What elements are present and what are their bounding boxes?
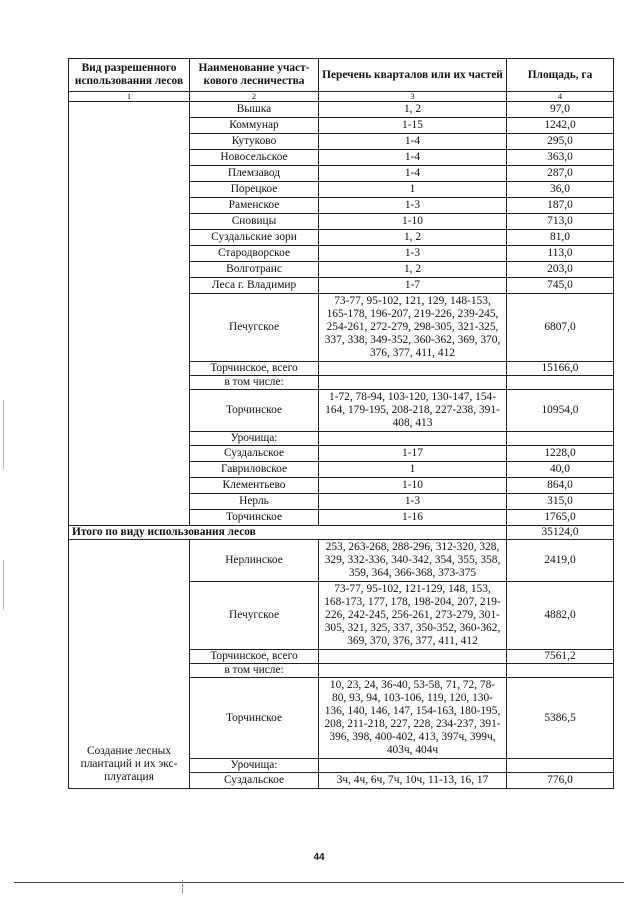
area-cell: 81,0	[507, 230, 614, 246]
forestry-cell: Новосельское	[190, 150, 319, 166]
forestry-cell: Раменское	[190, 198, 319, 214]
area-cell	[507, 664, 614, 678]
scan-edge-mark	[3, 560, 4, 610]
scan-edge-mark	[3, 400, 4, 470]
area-cell: 745,0	[507, 278, 614, 294]
forestry-cell: Гавриловское	[190, 462, 319, 478]
area-cell: 40,0	[507, 462, 614, 478]
forestry-cell: Волготранс	[190, 262, 319, 278]
quarters-cell: 1-4	[319, 134, 507, 150]
quarters-cell: 1-3	[319, 246, 507, 262]
quarters-cell: 1-3	[319, 494, 507, 510]
quarters-cell	[319, 664, 507, 678]
forestry-cell: Торчинское, всего	[190, 362, 319, 376]
column-number: 1	[69, 92, 190, 102]
forestry-cell: Урочища:	[190, 432, 319, 446]
quarters-cell: 1-17	[319, 446, 507, 462]
forestry-cell: Печугское	[190, 582, 319, 650]
forestry-cell: Сновицы	[190, 214, 319, 230]
quarters-cell: 1-15	[319, 118, 507, 134]
column-number: 2	[190, 92, 319, 102]
forestry-cell: Торчинское	[190, 390, 319, 432]
area-cell: 776,0	[507, 773, 614, 789]
quarters-cell: 1, 2	[319, 262, 507, 278]
area-cell: 7561,2	[507, 650, 614, 664]
quarters-cell: 1-7	[319, 278, 507, 294]
page-number: 44	[313, 852, 325, 863]
quarters-cell: 1-72, 78-94, 103-120, 130-147, 154-164, 179-195, 208-218, 227-238, 391-408, 413	[319, 390, 507, 432]
forestry-cell: Суздальское	[190, 446, 319, 462]
area-cell: 287,0	[507, 166, 614, 182]
quarters-cell: 1, 2	[319, 102, 507, 118]
header-area: Площадь, га	[507, 59, 614, 92]
forestry-cell: Клементьево	[190, 478, 319, 494]
area-cell: 1228,0	[507, 446, 614, 462]
forestry-cell: Суздальское	[190, 773, 319, 789]
column-number: 4	[507, 92, 614, 102]
quarters-cell: 1-10	[319, 214, 507, 230]
header-row	[69, 59, 614, 92]
forestry-cell: Стародворское	[190, 246, 319, 262]
use-type-cell	[69, 102, 190, 526]
forestry-cell: Леса г. Владимир	[190, 278, 319, 294]
forest-use-table	[68, 58, 614, 789]
quarters-cell: 1-4	[319, 150, 507, 166]
quarters-cell: 1	[319, 462, 507, 478]
forestry-cell: в том числе:	[190, 664, 319, 678]
area-cell	[507, 432, 614, 446]
quarters-cell: 253, 263-268, 288-296, 312-320, 328, 329, 332-336, 340-342, 354, 355, 358, 359, 364, 366-368, 373-375	[319, 540, 507, 582]
area-cell: 113,0	[507, 246, 614, 262]
quarters-cell: 1, 2	[319, 230, 507, 246]
area-cell: 15166,0	[507, 362, 614, 376]
area-cell	[507, 759, 614, 773]
column-number: 3	[319, 92, 507, 102]
area-cell: 203,0	[507, 262, 614, 278]
total-row	[69, 526, 614, 540]
area-cell: 2419,0	[507, 540, 614, 582]
area-cell: 5386,5	[507, 678, 614, 759]
forestry-cell: Торчинское	[190, 678, 319, 759]
forestry-cell: Порецкое	[190, 182, 319, 198]
forestry-cell: Вышка	[190, 102, 319, 118]
quarters-cell	[319, 362, 507, 376]
forestry-cell: Суздальские зори	[190, 230, 319, 246]
area-cell: 1242,0	[507, 118, 614, 134]
quarters-cell: 3ч, 4ч, 6ч, 7ч, 10ч, 11-13, 16, 17	[319, 773, 507, 789]
area-cell: 713,0	[507, 214, 614, 230]
section2-body	[69, 540, 614, 789]
quarters-cell	[319, 759, 507, 773]
total-area: 35124,0	[507, 526, 614, 540]
quarters-cell	[319, 432, 507, 446]
forestry-cell: Коммунар	[190, 118, 319, 134]
use-type-cell: Создание лесных плантаций и их экс-плуатация	[69, 540, 190, 789]
area-cell	[507, 376, 614, 390]
forestry-cell: Печугское	[190, 294, 319, 362]
quarters-cell: 1-3	[319, 198, 507, 214]
area-cell: 36,0	[507, 182, 614, 198]
quarters-cell: 1-10	[319, 478, 507, 494]
table-row	[69, 540, 614, 582]
quarters-cell: 73-77, 95-102, 121, 129, 148-153, 165-178, 196-207, 219-226, 239-245, 254-261, 272-279, 298-305, 321-325, 337, 338, 349-352, 360-362, 369, 370, 376, 377, 411, 412	[319, 294, 507, 362]
forestry-cell: Нерлинское	[190, 540, 319, 582]
area-cell: 187,0	[507, 198, 614, 214]
forestry-cell: Торчинское, всего	[190, 650, 319, 664]
column-number-row	[69, 92, 614, 102]
forestry-cell: Племзавод	[190, 166, 319, 182]
forestry-cell: в том числе:	[190, 376, 319, 390]
quarters-cell: 1-16	[319, 510, 507, 526]
page-bottom-rule	[14, 882, 624, 883]
quarters-cell: 73-77, 95-102, 121-129, 148, 153, 168-173, 177, 178, 198-204, 207, 219-226, 242-245, 256-261, 273-279, 301-305, 321, 325, 337, 350-352, 360-362, 369, 370, 376, 377, 411, 412	[319, 582, 507, 650]
forestry-cell: Нерль	[190, 494, 319, 510]
area-cell: 864,0	[507, 478, 614, 494]
quarters-cell: 10, 23, 24, 36-40, 53-58, 71, 72, 78-80, 93, 94, 103-106, 119, 120, 130-136, 140, 146, 147, 154-163, 180-195, 208, 211-218, 227, 228, 234-237, 391-396, 398, 400-402, 413, 397ч, 399ч, 403ч, 404ч	[319, 678, 507, 759]
quarters-cell: 1	[319, 182, 507, 198]
table-row	[69, 102, 614, 118]
area-cell: 10954,0	[507, 390, 614, 432]
forestry-cell: Урочища:	[190, 759, 319, 773]
area-cell: 6807,0	[507, 294, 614, 362]
header-use-type: Вид разрешенного использования лесов	[69, 59, 190, 92]
area-cell: 4882,0	[507, 582, 614, 650]
quarters-cell: 1-4	[319, 166, 507, 182]
area-cell: 97,0	[507, 102, 614, 118]
header-forestry: Наименование участ-кового лесничества	[190, 59, 319, 92]
header-quarters: Перечень кварталов или их частей	[319, 59, 507, 92]
section1-body	[69, 102, 614, 526]
area-cell: 363,0	[507, 150, 614, 166]
area-cell: 295,0	[507, 134, 614, 150]
forestry-cell: Кутуково	[190, 134, 319, 150]
quarters-cell	[319, 650, 507, 664]
area-cell: 315,0	[507, 494, 614, 510]
area-cell: 1765,0	[507, 510, 614, 526]
total-label: Итого по виду использования лесов	[69, 526, 507, 540]
quarters-cell	[319, 376, 507, 390]
scan-tick-mark	[182, 880, 183, 894]
forestry-cell: Торчинское	[190, 510, 319, 526]
